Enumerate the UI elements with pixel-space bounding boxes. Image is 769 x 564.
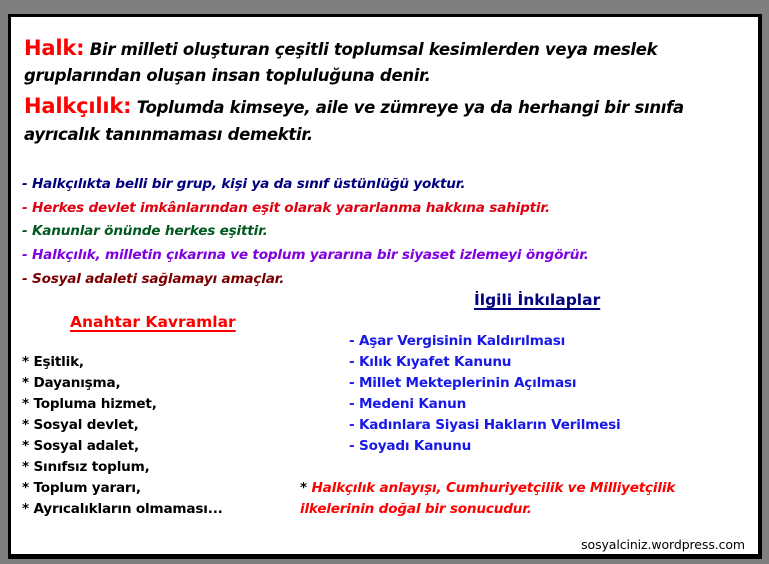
related-reforms-heading: İlgili İnkılaplar xyxy=(474,291,601,309)
key-concept-item: * Sosyal devlet, xyxy=(22,417,139,433)
definition-halk-text: Bir milleti oluşturan çeşitli toplumsal kesimlerden veya meslek xyxy=(89,40,658,59)
definition-halkcilik-line1 xyxy=(24,94,684,118)
term-halk: Halk: xyxy=(24,36,85,60)
asterisk-icon: * xyxy=(300,480,307,496)
principle-item: - Herkes devlet imkânlarından eşit olarak yararlanma hakkına sahiptir. xyxy=(22,200,550,216)
related-reform-item: - Medeni Kanun xyxy=(349,396,467,412)
principle-item: - Halkçılık, milletin çıkarına ve toplum yararına bir siyaset izlemeyi öngörür. xyxy=(22,247,589,263)
source-footer: sosyalciniz.wordpress.com xyxy=(581,537,745,552)
note-text: Halkçılık anlayışı, Cumhuriyetçilik ve Milliyetçilik xyxy=(311,480,676,496)
key-concept-item: * Eşitlik, xyxy=(22,354,84,370)
related-reform-item: - Millet Mekteplerinin Açılması xyxy=(349,375,577,391)
related-reform-item: - Kadınlara Siyasi Hakların Verilmesi xyxy=(349,417,621,433)
note-line1 xyxy=(300,480,675,496)
key-concept-item: * Topluma hizmet, xyxy=(22,396,157,412)
key-concept-item: * Toplum yararı, xyxy=(22,480,141,496)
definition-halk-line2: gruplarından oluşan insan topluluğuna denir. xyxy=(24,66,431,85)
key-concept-item: * Ayrıcalıkların olmaması... xyxy=(22,501,223,517)
key-concept-item: * Sınıfsız toplum, xyxy=(22,459,150,475)
key-concept-item: * Sosyal adalet, xyxy=(22,438,139,454)
related-reform-item: - Soyadı Kanunu xyxy=(349,438,472,454)
definition-halkcilik-line2: ayrıcalık tanınmaması demektir. xyxy=(24,125,313,144)
related-reform-item: - Aşar Vergisinin Kaldırılması xyxy=(349,333,566,349)
principle-item: - Sosyal adaleti sağlamayı amaçlar. xyxy=(22,271,285,287)
key-concept-item: * Dayanışma, xyxy=(22,375,121,391)
principle-item: - Halkçılıkta belli bir grup, kişi ya da sınıf üstünlüğü yoktur. xyxy=(22,176,466,192)
key-concepts-heading: Anahtar Kavramlar xyxy=(70,313,236,331)
note-line2: ilkelerinin doğal bir sonucudur. xyxy=(300,501,532,517)
principle-item: - Kanunlar önünde herkes eşittir. xyxy=(22,223,268,239)
term-halkcilik: Halkçılık: xyxy=(24,94,132,118)
definition-halkcilik-text: Toplumda kimseye, aile ve zümreye ya da herhangi bir sınıfa xyxy=(136,98,684,117)
definition-halk-line1 xyxy=(24,36,657,60)
related-reform-item: - Kılık Kıyafet Kanunu xyxy=(349,354,512,370)
